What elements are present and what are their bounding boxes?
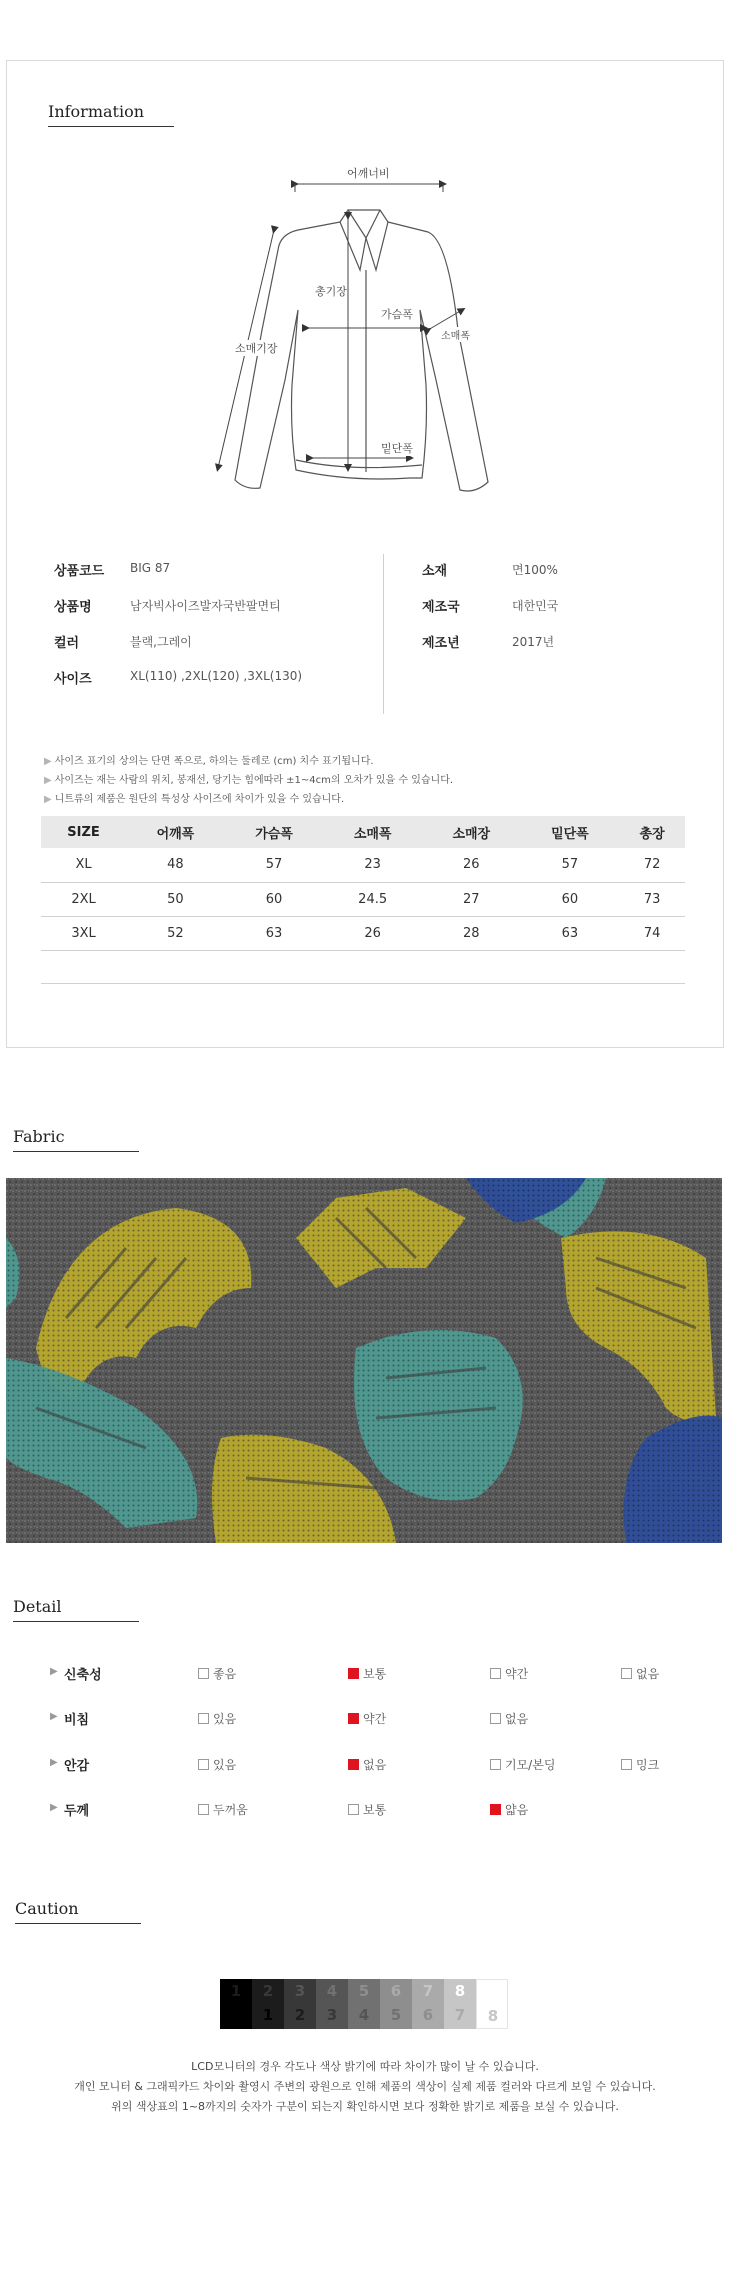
spec-value-size: XL(110) ,2XL(120) ,3XL(130)	[130, 669, 303, 683]
table-cell: 2XL	[41, 882, 126, 916]
spec-value-code: BIG 87	[130, 561, 171, 575]
caution-title-underline	[15, 1923, 141, 1924]
table-row	[41, 916, 685, 950]
detail-title-underline	[13, 1621, 139, 1622]
table-cell: 60	[225, 882, 324, 916]
detail-option: 두꺼움	[198, 1801, 248, 1818]
spec-divider	[383, 554, 384, 714]
gray-scale-cell	[348, 1979, 380, 2029]
detail-option: 없음	[621, 1665, 659, 1682]
detail-arrow-icon: ▶	[50, 1757, 58, 1768]
fabric-pattern	[6, 1178, 722, 1543]
col-sleeve-length: 소매장	[422, 816, 521, 848]
checkbox-checked-icon	[348, 1668, 359, 1679]
col-hem: 밑단폭	[521, 816, 620, 848]
gray-scale-number: 4	[326, 1982, 338, 2000]
gray-scale-number: 7	[422, 1982, 434, 2000]
detail-arrow-icon: ▶	[50, 1666, 58, 1677]
diagram-label-sleeve-width: 소매폭	[441, 327, 470, 342]
table-cell: 57	[225, 848, 324, 882]
checkbox-icon	[621, 1759, 632, 1770]
detail-option-selected: 얇음	[490, 1801, 528, 1818]
spec-label-color: 컬러	[54, 636, 80, 651]
size-note-3: ▶ 니트류의 제품은 원단의 특성상 사이즈에 차이가 있을 수 있습니다.	[44, 794, 345, 805]
detail-label-lining: 안감	[64, 1759, 90, 1774]
gray-scale-cell	[380, 1979, 412, 2029]
table-bottom-line	[41, 983, 685, 984]
detail-option-selected: 없음	[348, 1756, 386, 1773]
table-cell: 48	[126, 848, 225, 882]
table-cell: 63	[521, 916, 620, 950]
checkbox-icon	[198, 1668, 209, 1679]
checkbox-icon	[348, 1804, 359, 1815]
gray-scale-cell	[252, 1979, 284, 2029]
gray-scale-number: 6	[422, 2006, 434, 2024]
detail-option: 약간	[490, 1665, 528, 1682]
size-table	[41, 816, 685, 951]
gray-scale-number: 5	[358, 1982, 370, 2000]
table-cell: 73	[619, 882, 685, 916]
gray-scale-chart	[220, 1979, 508, 2029]
spec-label-year: 제조년	[422, 636, 460, 651]
spec-label-size: 사이즈	[54, 672, 92, 687]
gray-scale-number: 3	[326, 2006, 338, 2024]
size-note-2: ▶ 사이즈는 재는 사람의 위치, 봉재선, 당기는 힘에따라 ±1~4cm의 오차가 있을 수 있습니다.	[44, 775, 454, 786]
checkbox-icon	[198, 1713, 209, 1724]
gray-scale-cell	[476, 1979, 508, 2029]
table-cell: 27	[422, 882, 521, 916]
gray-scale-number: 3	[294, 1982, 306, 2000]
checkbox-icon	[490, 1668, 501, 1679]
table-cell: 24.5	[323, 882, 422, 916]
size-table-header	[41, 816, 685, 848]
table-row	[41, 882, 685, 916]
table-cell: 57	[521, 848, 620, 882]
col-length: 총장	[619, 816, 685, 848]
diagram-label-sleeve-length: 소매기장	[235, 342, 278, 355]
detail-label-transparency: 비침	[64, 1713, 90, 1728]
detail-option-selected: 보통	[348, 1665, 386, 1682]
fabric-title-underline	[13, 1151, 139, 1152]
size-note-1: ▶ 사이즈 표기의 상의는 단면 폭으로, 하의는 둘레로 (cm) 치수 표기됩니다.	[44, 756, 374, 767]
spec-value-color: 블랙,그레이	[130, 635, 192, 649]
col-shoulder: 어깨폭	[126, 816, 225, 848]
spec-label-code: 상품코드	[54, 564, 105, 579]
caution-line-2: 개인 모니터 & 그래픽카드 차이와 촬영시 주변의 광원으로 인해 제품의 색상이 실제 제품 컬러와 다르게 보일 수 있습니다.	[74, 2080, 656, 2093]
checkbox-icon	[490, 1759, 501, 1770]
spec-value-year: 2017년	[512, 635, 555, 649]
spec-label-country: 제조국	[422, 600, 460, 615]
gray-scale-number: 1	[230, 1982, 242, 2000]
detail-label-stretch: 신축성	[64, 1668, 102, 1683]
gray-scale-number: 2	[294, 2006, 306, 2024]
col-sleeve-width: 소매폭	[323, 816, 422, 848]
spec-value-material: 면100%	[512, 563, 558, 577]
checkbox-icon	[198, 1804, 209, 1815]
table-cell: XL	[41, 848, 126, 882]
spec-label-material: 소재	[422, 564, 448, 579]
detail-option: 밍크	[621, 1756, 659, 1773]
table-cell: 50	[126, 882, 225, 916]
detail-arrow-icon: ▶	[50, 1802, 58, 1813]
detail-arrow-icon: ▶	[50, 1711, 58, 1722]
col-size: SIZE	[41, 816, 126, 848]
gray-scale-cell	[412, 1979, 444, 2029]
checkbox-icon	[198, 1759, 209, 1770]
checkbox-checked-icon	[348, 1713, 359, 1724]
gray-scale-number: 2	[262, 1982, 274, 2000]
table-cell: 3XL	[41, 916, 126, 950]
table-cell: 74	[619, 916, 685, 950]
checkbox-icon	[621, 1668, 632, 1679]
table-cell: 72	[619, 848, 685, 882]
diagram-label-length: 총기장	[315, 285, 347, 298]
table-cell: 28	[422, 916, 521, 950]
information-title-underline	[48, 126, 174, 127]
gray-scale-cell	[284, 1979, 316, 2029]
detail-option: 없음	[490, 1710, 528, 1727]
detail-label-thickness: 두께	[64, 1804, 90, 1819]
caution-line-1: LCD모니터의 경우 각도나 색상 밝기에 따라 차이가 많이 날 수 있습니다.	[191, 2060, 539, 2073]
spec-label-name: 상품명	[54, 600, 92, 615]
checkbox-icon	[490, 1713, 501, 1724]
information-title: Information	[48, 102, 145, 121]
detail-option: 보통	[348, 1801, 386, 1818]
checkbox-checked-icon	[348, 1759, 359, 1770]
diagram-label-hem: 밑단폭	[381, 442, 413, 455]
caution-title: Caution	[15, 1899, 79, 1918]
col-chest: 가슴폭	[225, 816, 324, 848]
size-diagram	[200, 160, 540, 500]
caution-line-3: 위의 색상표의 1~8까지의 숫자가 구분이 되는지 확인하시면 보다 정확한 밝기로 제품을 보실 수 있습니다.	[111, 2100, 619, 2113]
fabric-title: Fabric	[13, 1127, 65, 1146]
gray-scale-number: 1	[262, 2006, 274, 2024]
diagram-label-shoulder: 어깨너비	[347, 167, 390, 180]
diagram-label-chest: 가슴폭	[381, 308, 413, 321]
table-cell: 60	[521, 882, 620, 916]
spec-value-name: 남자빅사이즈발자국반팔면티	[130, 599, 281, 613]
detail-option: 있음	[198, 1756, 236, 1773]
detail-option-selected: 약간	[348, 1710, 386, 1727]
detail-option: 있음	[198, 1710, 236, 1727]
gray-scale-cell	[444, 1979, 476, 2029]
gray-scale-number: 8	[454, 1982, 466, 2000]
detail-option: 기모/본딩	[490, 1756, 555, 1773]
gray-scale-number: 6	[390, 1982, 402, 2000]
table-cell: 52	[126, 916, 225, 950]
table-cell: 23	[323, 848, 422, 882]
gray-scale-number: 4	[358, 2006, 370, 2024]
checkbox-checked-icon	[490, 1804, 501, 1815]
fabric-photo	[6, 1178, 722, 1543]
gray-scale-number: 8	[487, 2007, 499, 2025]
gray-scale-cell	[220, 1979, 252, 2029]
gray-scale-number: 5	[390, 2006, 402, 2024]
table-row	[41, 848, 685, 882]
table-cell: 63	[225, 916, 324, 950]
detail-title: Detail	[13, 1597, 62, 1616]
gray-scale-cell	[316, 1979, 348, 2029]
gray-scale-number: 7	[454, 2006, 466, 2024]
table-cell: 26	[422, 848, 521, 882]
spec-value-country: 대한민국	[512, 599, 559, 613]
table-cell: 26	[323, 916, 422, 950]
detail-option: 좋음	[198, 1665, 236, 1682]
